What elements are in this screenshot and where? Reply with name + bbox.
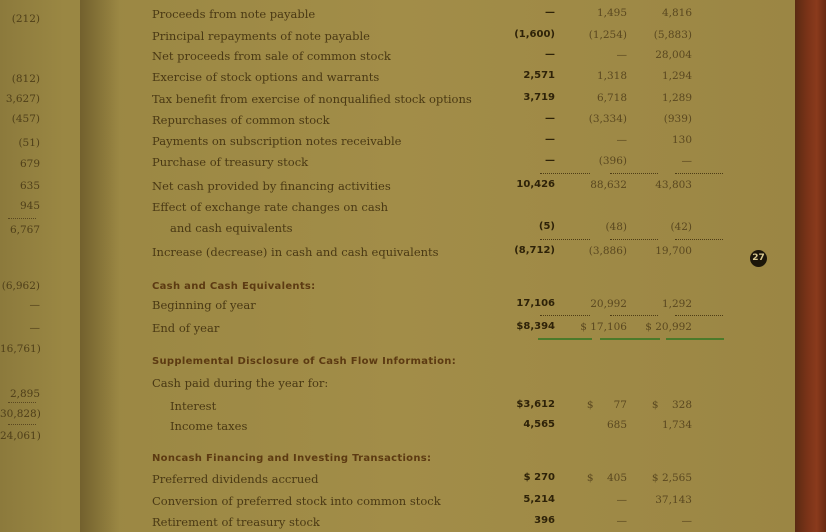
value-1997: — — [545, 49, 555, 60]
book-cover-edge — [795, 0, 826, 532]
value-1996: 20,992 — [590, 298, 627, 310]
left-value: 945 — [19, 200, 40, 212]
row-label: Preferred dividends accrued — [152, 472, 319, 486]
value-1996: $ 77 — [586, 399, 627, 411]
value-1995: — — [681, 515, 692, 527]
row-label: Purchase of treasury stock — [152, 155, 309, 169]
value-1995: 37,143 — [655, 494, 692, 506]
table-row — [0, 49, 795, 65]
left-value: 2,895 — [9, 388, 40, 400]
table-row — [0, 113, 795, 129]
value-1995: 19,700 — [655, 245, 692, 257]
value-1997: $8,394 — [516, 321, 555, 332]
table-row — [0, 298, 795, 314]
value-1995: 1,289 — [661, 92, 692, 104]
value-1997: — — [545, 113, 555, 124]
left-value: 24,061) — [0, 430, 41, 442]
value-1995: $ 20,992 — [645, 321, 692, 333]
value-1997: 3,719 — [523, 92, 555, 103]
row-label: End of year — [152, 321, 220, 335]
table-row — [0, 515, 795, 531]
value-1995: 1,292 — [661, 298, 692, 310]
value-1996: (3,334) — [588, 113, 627, 125]
value-1996: (48) — [605, 221, 627, 233]
value-1997: (1,600) — [514, 29, 555, 40]
left-value: 30,828) — [0, 408, 41, 420]
value-1995: 130 — [671, 134, 692, 146]
left-value: — — [29, 299, 40, 311]
value-1997: (8,712) — [514, 245, 555, 256]
row-label: Beginning of year — [152, 298, 256, 312]
subtotal-rule — [540, 315, 590, 316]
row-label: Tax benefit from exercise of nonqualified stock options — [152, 92, 472, 106]
left-value: 16,761) — [0, 343, 41, 355]
table-row — [0, 245, 795, 261]
value-1995: 43,803 — [655, 179, 692, 191]
left-value: 3,627) — [5, 93, 40, 105]
value-1996: (3,886) — [588, 245, 627, 257]
value-1995: 28,004 — [655, 49, 692, 61]
table-row — [0, 321, 795, 337]
row-label: Effect of exchange rate changes on cash — [152, 200, 389, 214]
value-1995: $ 328 — [651, 399, 692, 411]
table-row — [0, 419, 795, 435]
table-row — [0, 494, 795, 510]
table-row — [0, 70, 795, 86]
row-label: Net proceeds from sale of common stock — [152, 49, 391, 63]
total-double-rule — [538, 338, 592, 340]
total-double-rule — [600, 338, 660, 340]
table-row — [0, 376, 795, 392]
value-1997: 2,571 — [523, 70, 555, 81]
row-label: Exercise of stock options and warrants — [152, 70, 380, 84]
row-label: Conversion of preferred stock into common stock — [152, 494, 441, 508]
left-value: (812) — [11, 73, 40, 85]
value-1995: (42) — [670, 221, 692, 233]
value-1996: 1,318 — [596, 70, 627, 82]
table-row — [0, 472, 795, 488]
table-row — [0, 200, 795, 216]
subtotal-rule — [675, 315, 723, 316]
value-1996: 1,495 — [596, 7, 627, 19]
row-label: Interest — [170, 399, 217, 413]
value-1997: (5) — [538, 221, 555, 232]
value-1997: 5,214 — [523, 494, 555, 505]
table-row — [0, 134, 795, 150]
subtotal-rule — [675, 173, 723, 174]
value-1996: — — [616, 134, 627, 146]
section-heading: Noncash Financing and Investing Transactions: — [152, 453, 432, 464]
value-1997: — — [545, 7, 555, 18]
row-label: Proceeds from note payable — [152, 7, 316, 21]
subtotal-rule — [540, 173, 590, 174]
section-heading: Cash and Cash Equivalents: — [152, 281, 316, 292]
value-1996: (396) — [598, 155, 627, 167]
row-label: Income taxes — [170, 419, 248, 433]
value-1997: $3,612 — [516, 399, 555, 410]
row-label: and cash equivalents — [170, 221, 293, 235]
section-heading: Supplemental Disclosure of Cash Flow Information: — [152, 356, 457, 367]
value-1996: $ 17,106 — [580, 321, 627, 333]
value-1995: (939) — [663, 113, 692, 125]
subtotal-rule — [610, 239, 658, 240]
left-value: 635 — [19, 180, 40, 192]
left-value: 679 — [19, 158, 40, 170]
value-1997: — — [545, 134, 555, 145]
left-value: 6,767 — [9, 224, 40, 236]
value-1995: — — [681, 155, 692, 167]
value-1996: (1,254) — [588, 29, 627, 41]
page-number-badge: 27 — [750, 250, 767, 267]
left-value: (457) — [11, 113, 40, 125]
value-1996: — — [616, 515, 627, 527]
value-1996: 88,632 — [590, 179, 627, 191]
table-row — [0, 179, 795, 195]
table-row — [0, 221, 795, 237]
row-label: Cash paid during the year for: — [152, 376, 329, 390]
left-value: (51) — [18, 137, 40, 149]
left-value: (212) — [11, 13, 40, 25]
row-label: Net cash provided by financing activities — [152, 179, 391, 193]
value-1996: $ 405 — [586, 472, 627, 484]
subtotal-rule — [540, 239, 590, 240]
value-1995: (5,883) — [653, 29, 692, 41]
row-label: Retirement of treasury stock — [152, 515, 320, 529]
value-1995: 1,734 — [661, 419, 692, 431]
row-label: Payments on subscription notes receivable — [152, 134, 402, 148]
table-row — [0, 155, 795, 171]
value-1995: 1,294 — [661, 70, 692, 82]
value-1995: 4,816 — [661, 7, 692, 19]
subtotal-rule — [675, 239, 723, 240]
row-label: Increase (decrease) in cash and cash equivalents — [152, 245, 439, 259]
value-1997: $ 270 — [523, 472, 555, 483]
value-1997: — — [545, 155, 555, 166]
left-separator — [8, 218, 36, 219]
subtotal-rule — [610, 173, 658, 174]
left-value: — — [29, 322, 40, 334]
value-1996: — — [616, 49, 627, 61]
value-1997: 4,565 — [523, 419, 555, 430]
left-value: (6,962) — [1, 280, 40, 292]
value-1995: $ 2,565 — [651, 472, 692, 484]
value-1997: 10,426 — [516, 179, 555, 190]
value-1996: 685 — [606, 419, 627, 431]
value-1996: — — [616, 494, 627, 506]
value-1997: 17,106 — [516, 298, 555, 309]
row-label: Repurchases of common stock — [152, 113, 330, 127]
value-1996: 6,718 — [596, 92, 627, 104]
row-label: Principal repayments of note payable — [152, 29, 370, 43]
value-1997: 396 — [534, 515, 555, 526]
table-row — [0, 29, 795, 45]
total-double-rule — [666, 338, 724, 340]
table-row — [0, 7, 795, 23]
table-row — [0, 399, 795, 415]
subtotal-rule — [610, 315, 658, 316]
table-row — [0, 92, 795, 108]
